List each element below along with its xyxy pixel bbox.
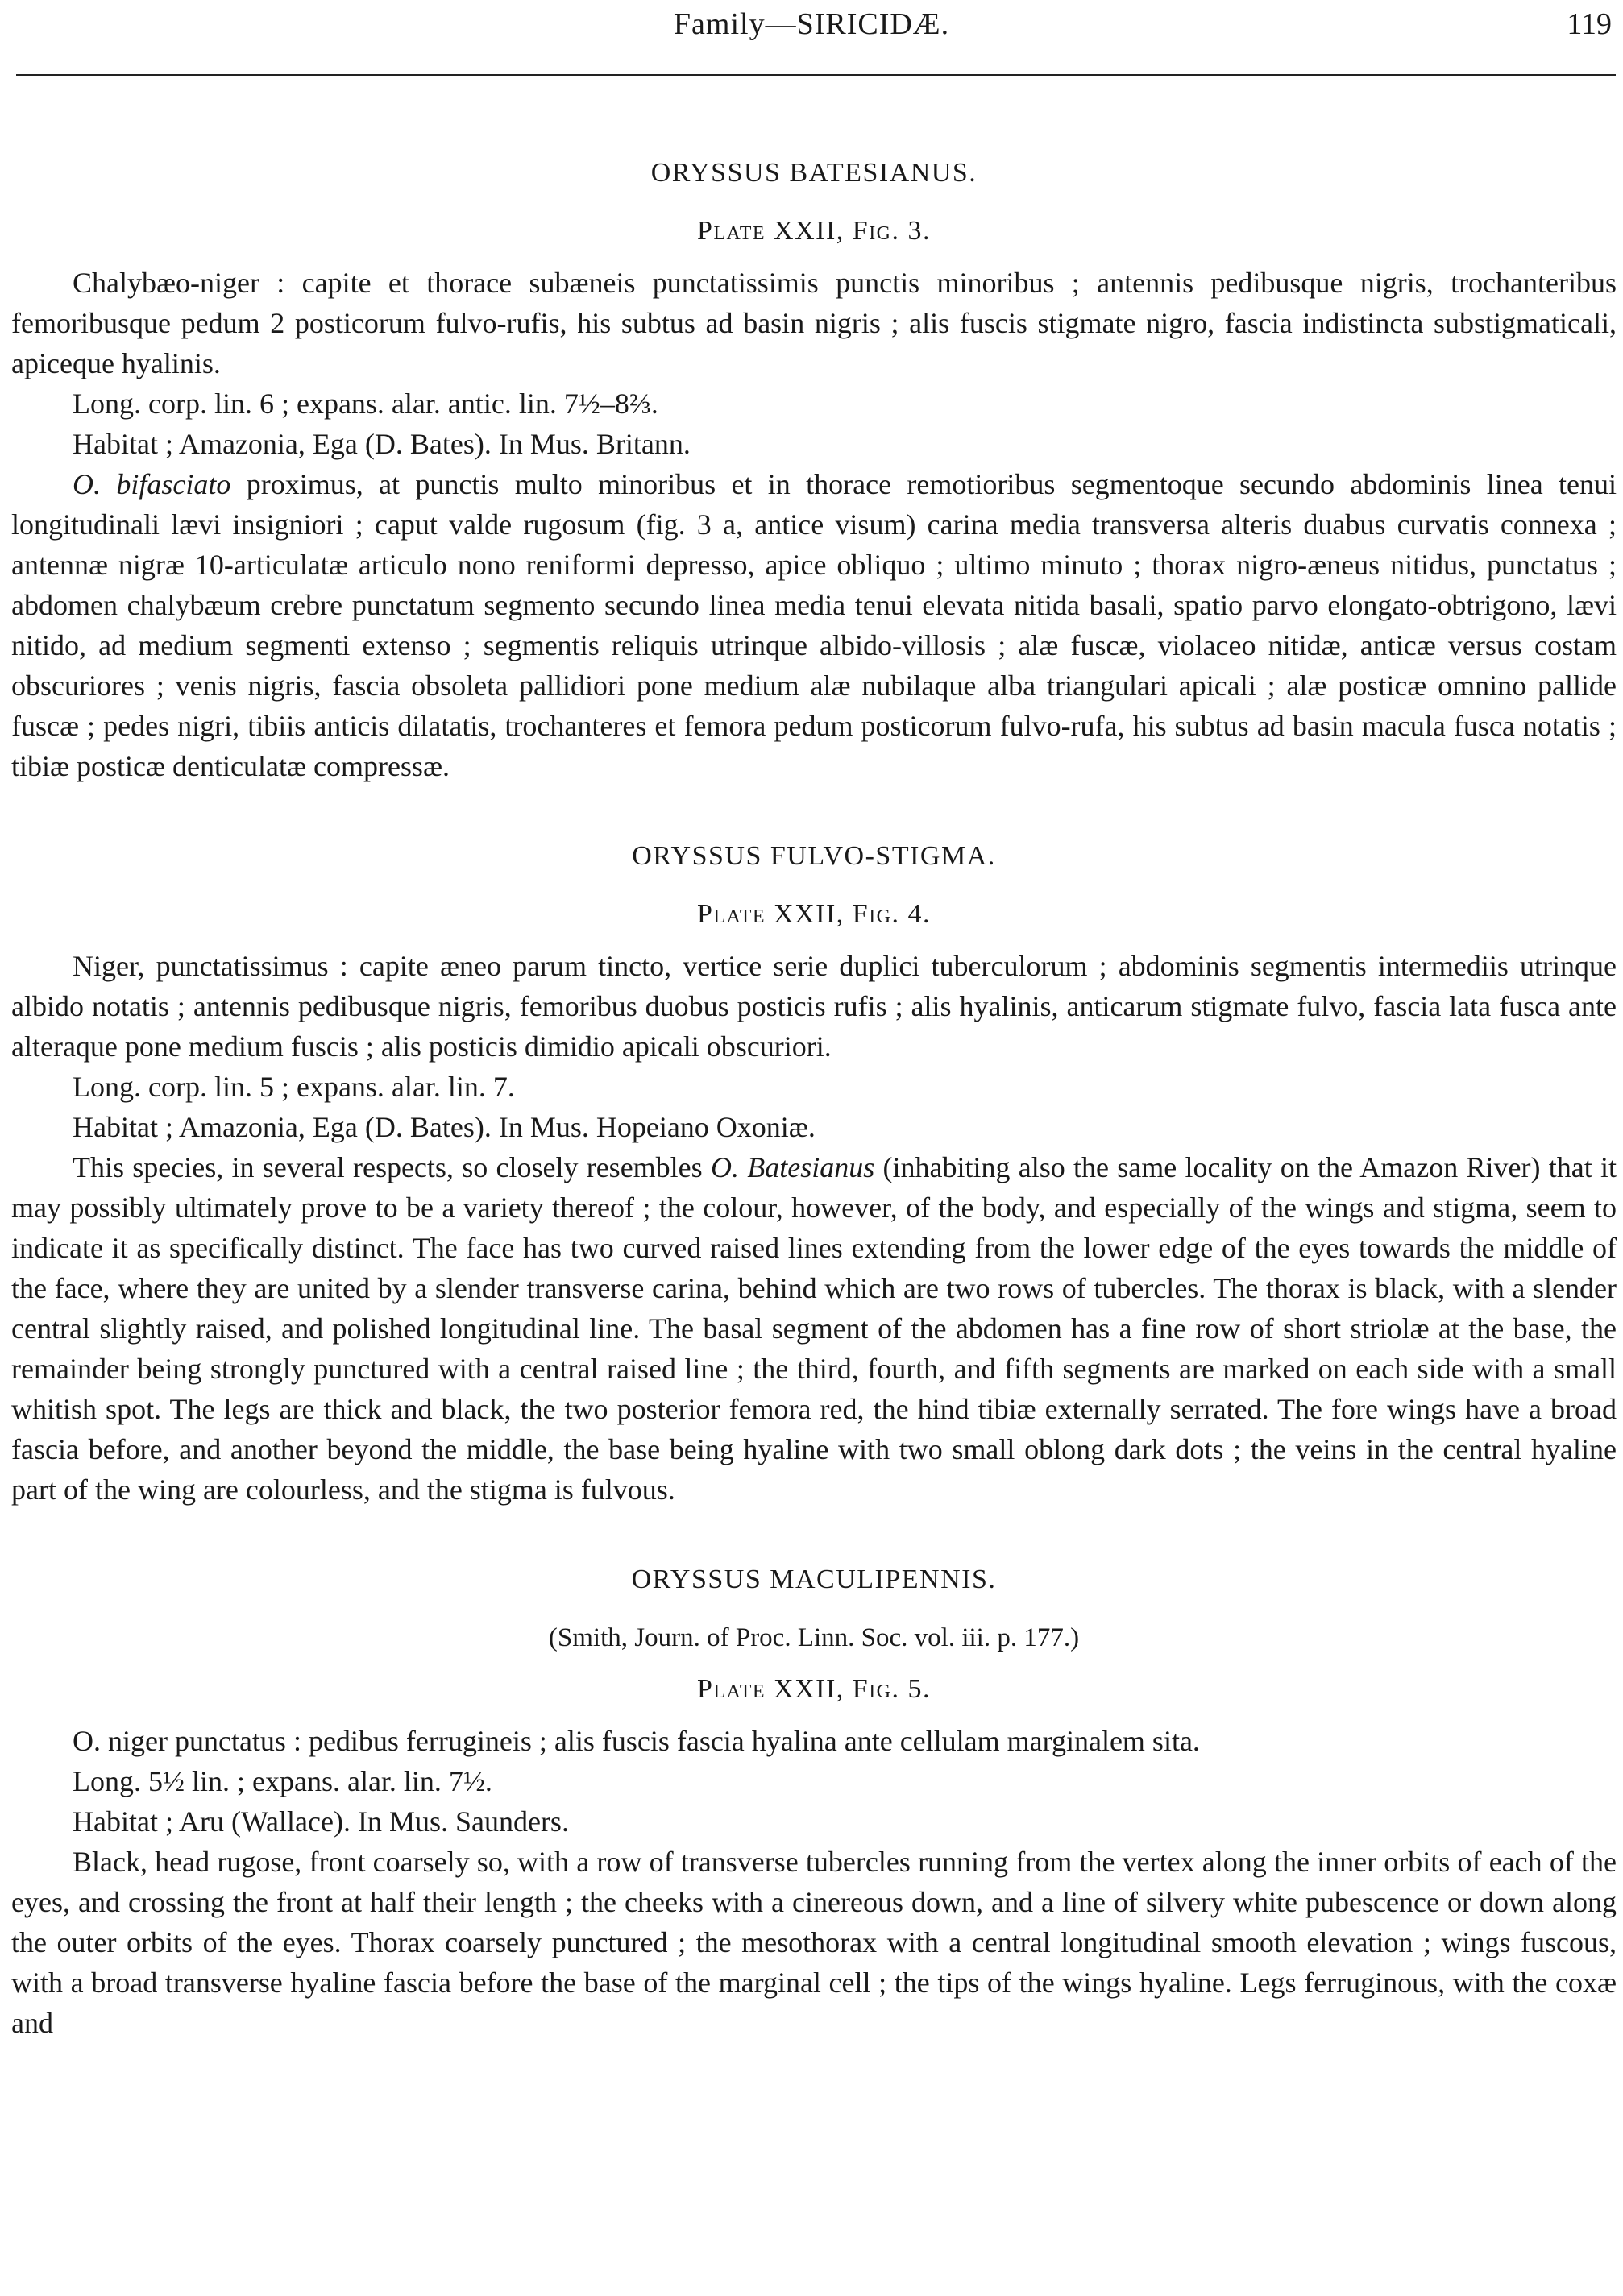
section-title: ORYSSUS BATESIANUS. xyxy=(650,158,978,188)
italic-species-name: O. Batesianus xyxy=(710,1151,875,1183)
page-body xyxy=(11,153,1617,2043)
habitat: Habitat ; Amazonia, Ega (D. Bates). In Mus. Britann. xyxy=(73,428,691,460)
section-title: ORYSSUS FULVO-STIGMA. xyxy=(632,841,996,871)
italic-species-name: O. bifasciato xyxy=(73,468,231,500)
latin-notes xyxy=(11,464,1617,786)
measurements: Long. corp. lin. 6 ; expans. alar. antic. lin. 7½–8⅔. xyxy=(73,388,658,420)
english-description xyxy=(11,1147,1617,1510)
page-number: 119 xyxy=(1567,7,1612,41)
latin-description: Chalybæo-niger : capite et thorace subæneis punctatissimis punctis minoribus ; antennis pedibusque nigris, trochanteribus femoribusque pedum 2 posticorum fulvo-rufis, his subtus ad basin nigris ; alis fuscis stigmate nigro, fascia indistincta substigmaticali, apiceque hyalinis. xyxy=(11,267,1617,379)
plate-reference: Plate XXII, Fig. 4. xyxy=(696,899,932,929)
running-head-title: Family—SIRICIDÆ. xyxy=(673,7,950,41)
english-lead-text: This species, in several respects, so closely resembles xyxy=(73,1151,711,1183)
measurements: Long. corp. lin. 5 ; expans. alar. lin. 7. xyxy=(73,1071,515,1103)
english-rest-text: (inhabiting also the same locality on the Amazon River) that it may possibly ultimately prove to be a variety thereof ; the colour, however, of the body, and especially of the wings and stigma, seem to indicate it as specifically distinct. The face has two curved raised lines extending from the lower edge of the eyes towards the middle of the face, where they are united by a slender transverse carina, behind which are two rows of tubercles. The thorax is black, with a slender central slightly raised, and polished longitudinal line. The basal segment of the abdomen has a fine row of short striolæ at the base, the remainder being strongly punctured with a central raised line ; the third, fourth, and fifth segments are marked on each side with a small whitish spot. The legs are thick and black, the two posterior femora red, the hind tibiæ externally serrated. The fore wings have a broad fascia before, and another beyond the middle, the base being hyaline with two small oblong dark dots ; the veins in the central hyaline part of the wing are colourless, and the stigma is fulvous. xyxy=(11,1151,1617,1506)
latin-description: Niger, punctatissimus : capite æneo parum tincto, vertice serie duplici tuberculorum ; abdominis segmentis intermediis utrinque albido notatis ; antennis pedibusque nigris, femoribus duobus posticis rufis ; alis hyalinis, anticarum stigmate fulvo, fascia lata fusca ante alteraque pone medium fuscis ; alis posticis dimidio apicali obscuriori. xyxy=(11,950,1617,1063)
plate-reference: Plate XXII, Fig. 5. xyxy=(696,1674,932,1704)
section-oryssus-maculipennis xyxy=(11,1560,1617,2043)
section-oryssus-batesianus xyxy=(11,153,1617,786)
section-title: ORYSSUS MACULIPENNIS. xyxy=(631,1565,997,1594)
habitat: Habitat ; Aru (Wallace). In Mus. Saunders. xyxy=(73,1805,569,1838)
measurements: Long. 5½ lin. ; expans. alar. lin. 7½. xyxy=(73,1765,492,1797)
header-rule xyxy=(16,74,1616,76)
english-description: Black, head rugose, front coarsely so, with a row of transverse tubercles running from the vertex along the inner orbits of each of the eyes, and crossing the front at half their length ; the cheeks with a cinereous down, and a line of silvery white pubescence or down along the outer orbits of the eyes. Thorax coarsely punctured ; the mesothorax with a central longitudinal smooth elevation ; wings fuscous, with a broad transverse hyaline fascia before the base of the marginal cell ; the tips of the wings hyaline. Legs ferruginous, with the coxæ and xyxy=(11,1846,1617,2039)
habitat: Habitat ; Amazonia, Ega (D. Bates). In Mus. Hopeiano Oxoniæ. xyxy=(73,1111,816,1143)
section-oryssus-fulvo-stigma xyxy=(11,836,1617,1510)
literature-reference: (Smith, Journ. of Proc. Linn. Soc. vol. iii. p. 177.) xyxy=(548,1623,1080,1652)
latin-notes-text: proximus, at punctis multo minoribus et in thorace remotioribus segmentoque secundo abdominis linea tenui longitudinali lævi insigniori ; caput valde rugosum (fig. 3 a, antice visum) carina media transversa alteris duabus curvatis connexa ; antennæ nigræ 10-articulatæ articulo nono reniformi depresso, apice obliquo ; ultimo minuto ; thorax nigro-æneus nitidus, punctatus ; abdomen chalybæum crebre punctatum segmento secundo linea media tenui elevata nitida basali, spatio parvo elongato-obtrigono, lævi nitido, ad medium segmenti extenso ; segmentis reliquis utrinque albido-villosis ; alæ fuscæ, violaceo nitidæ, anticæ versus costam obscuriores ; venis nigris, fascia obsoleta pallidiori pone medium alæ nubilaque alba triangulari apicali ; alæ posticæ omnino pallide fuscæ ; pedes nigri, tibiis anticis dilatatis, trochanteres et femora pedum posticorum fulvo-rufa, his subtus ad basin macula fusca notatis ; tibiæ posticæ denticulatæ compressæ. xyxy=(11,468,1617,782)
plate-reference: Plate XXII, Fig. 3. xyxy=(696,216,932,246)
latin-description: O. niger punctatus : pedibus ferrugineis ; alis fuscis fascia hyalina ante cellulam marginalem sita. xyxy=(73,1725,1200,1757)
running-head xyxy=(0,6,1623,55)
